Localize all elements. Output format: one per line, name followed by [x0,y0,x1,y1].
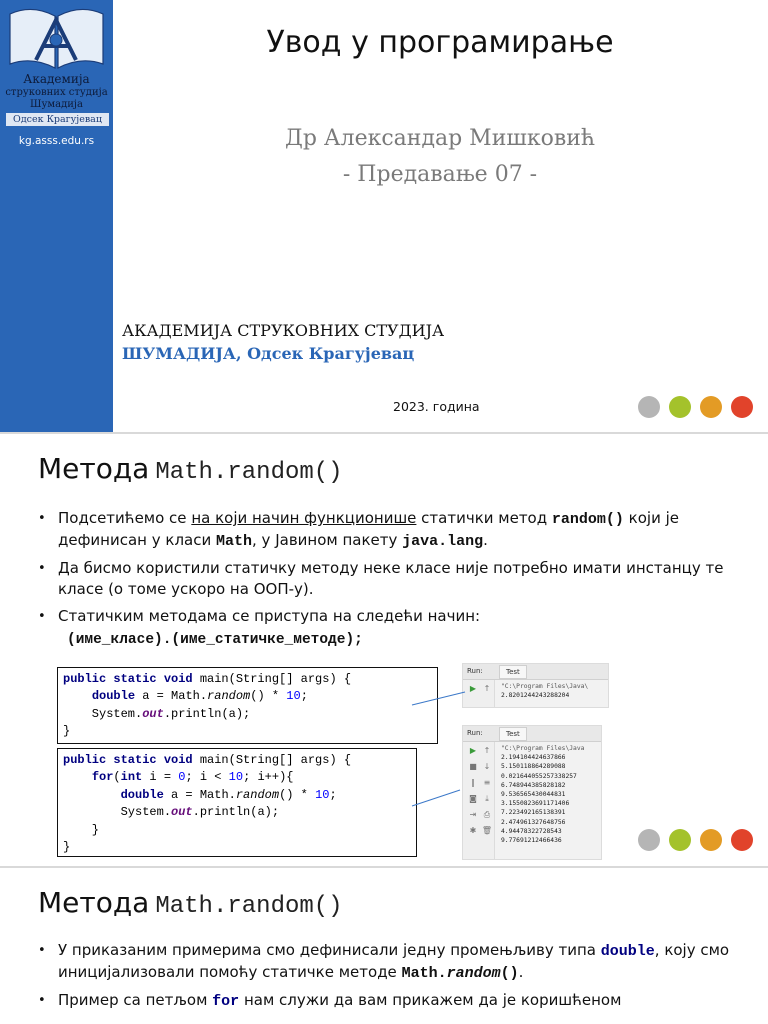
institution-line-2: ШУМАДИЈА, Одсек Крагујевац [122,344,415,363]
arrow-to-output-1 [412,692,465,705]
course-title: Увод у програмирање [266,25,614,60]
title-word: Метода [38,886,150,919]
dot-grey [638,829,660,851]
dot-orange [700,829,722,851]
website-link[interactable]: kg.asss.edu.rs [18,135,95,147]
title-slide [0,0,768,432]
panel-header: Run: Test [463,664,608,680]
scroll-end-icon[interactable]: ⤓ [485,794,489,803]
camera-icon[interactable]: ◙ [469,794,477,803]
academy-logo [6,6,107,70]
arrow-to-output-2 [412,790,460,806]
wrap-icon[interactable]: ≡ [483,778,491,787]
pause-icon[interactable]: ‖ [471,778,475,787]
exit-icon[interactable]: ⇥ [469,810,477,819]
tab-test[interactable]: Test [499,665,527,679]
sidebar [0,0,113,432]
dot-red [731,829,753,851]
dot-orange [700,396,722,418]
slide-title [38,886,343,920]
bullet-item: • Пример са петљом for нам служи да вам прикажем да је коришћеном [36,990,758,1012]
bullet-list [36,940,758,1018]
bullet-item: • Подсетићемо се на који начин функционише статички метод random() који је дефинисан у класи Math, у Јавином пакету java.lang. [36,508,758,552]
panel-header: Run: Test [463,726,601,742]
logo-line-2: струковних студија [5,87,108,98]
dot-green [669,829,691,851]
bullet-item: • Да бисмо користили статичку методу неке класе није потребно имати инстанцу те класе (о томе ускоро на ООП-у). [36,558,758,600]
lecture-number: - Предавање 07 - [342,162,538,187]
print-icon[interactable]: ⎙ [483,810,491,819]
dot-red [731,396,753,418]
logo-department: Одсек Крагујевац [6,113,109,126]
run-icon[interactable]: ▶ [469,746,477,755]
bullet-item: • У приказаним примерима смо дефинисали једну промењљиву типа double, коју смо иницијализовали помоћу статичке методе Math.random(). [36,940,758,984]
up-arrow-icon[interactable]: ↑ [483,746,491,755]
decorative-dots [638,829,753,851]
down-arrow-icon[interactable]: ↓ [483,762,491,771]
bullet-item: • Статичким методама се приступа на следећи начин: [36,606,758,627]
arrows [0,434,768,866]
title-code: Math.random() [155,459,343,486]
console-output: "C:\Program Files\Java\ 2.8201244243288204 [501,683,589,700]
content-slide-1 [0,434,768,866]
author-name: Др Александар Мишковић [284,126,596,151]
dot-green [669,396,691,418]
syntax-line: (име_класе).(име_статичке_методе); [67,632,363,648]
tab-test[interactable]: Test [499,727,527,741]
title-word: Метода [38,452,150,485]
logo-line-1: Академија [23,72,90,86]
stop-icon[interactable]: ■ [469,762,477,771]
code-example-1: public static void main(String[] args) { double a = Math.random() * 10; System.out.println(a); } [57,667,438,744]
institution-line-1: АКАДЕМИЈА СТРУКОВНИХ СТУДИЈА [122,321,445,340]
code-example-2: public static void main(String[] args) { for(int i = 0; i < 10; i++){ double a = Math.random() * 10; System.out.println(a); } } [57,748,417,857]
up-arrow-icon[interactable]: ↑ [483,684,491,693]
decorative-dots [638,396,753,418]
underlined-phrase: на који начин функционише [191,509,417,527]
console-output: "C:\Program Files\Java 2.194104424637866 5.150118864289088 0.021644055257338257 6.748944385828182 9.536565430044831 3.1550823691171406 7.223492165138391 2.474961327648756 4.94478322728543 9.77691212466436 [501,745,585,845]
content-slide-2 [0,868,768,1024]
dot-grey [638,396,660,418]
trash-icon[interactable]: 🗑 [481,826,493,835]
title-code: Math.random() [155,893,343,920]
pin-icon[interactable]: ✱ [469,826,477,835]
logo-line-3: Шумадија [30,99,83,110]
run-icon[interactable]: ▶ [469,684,477,693]
year-label: 2023. година [393,399,480,414]
